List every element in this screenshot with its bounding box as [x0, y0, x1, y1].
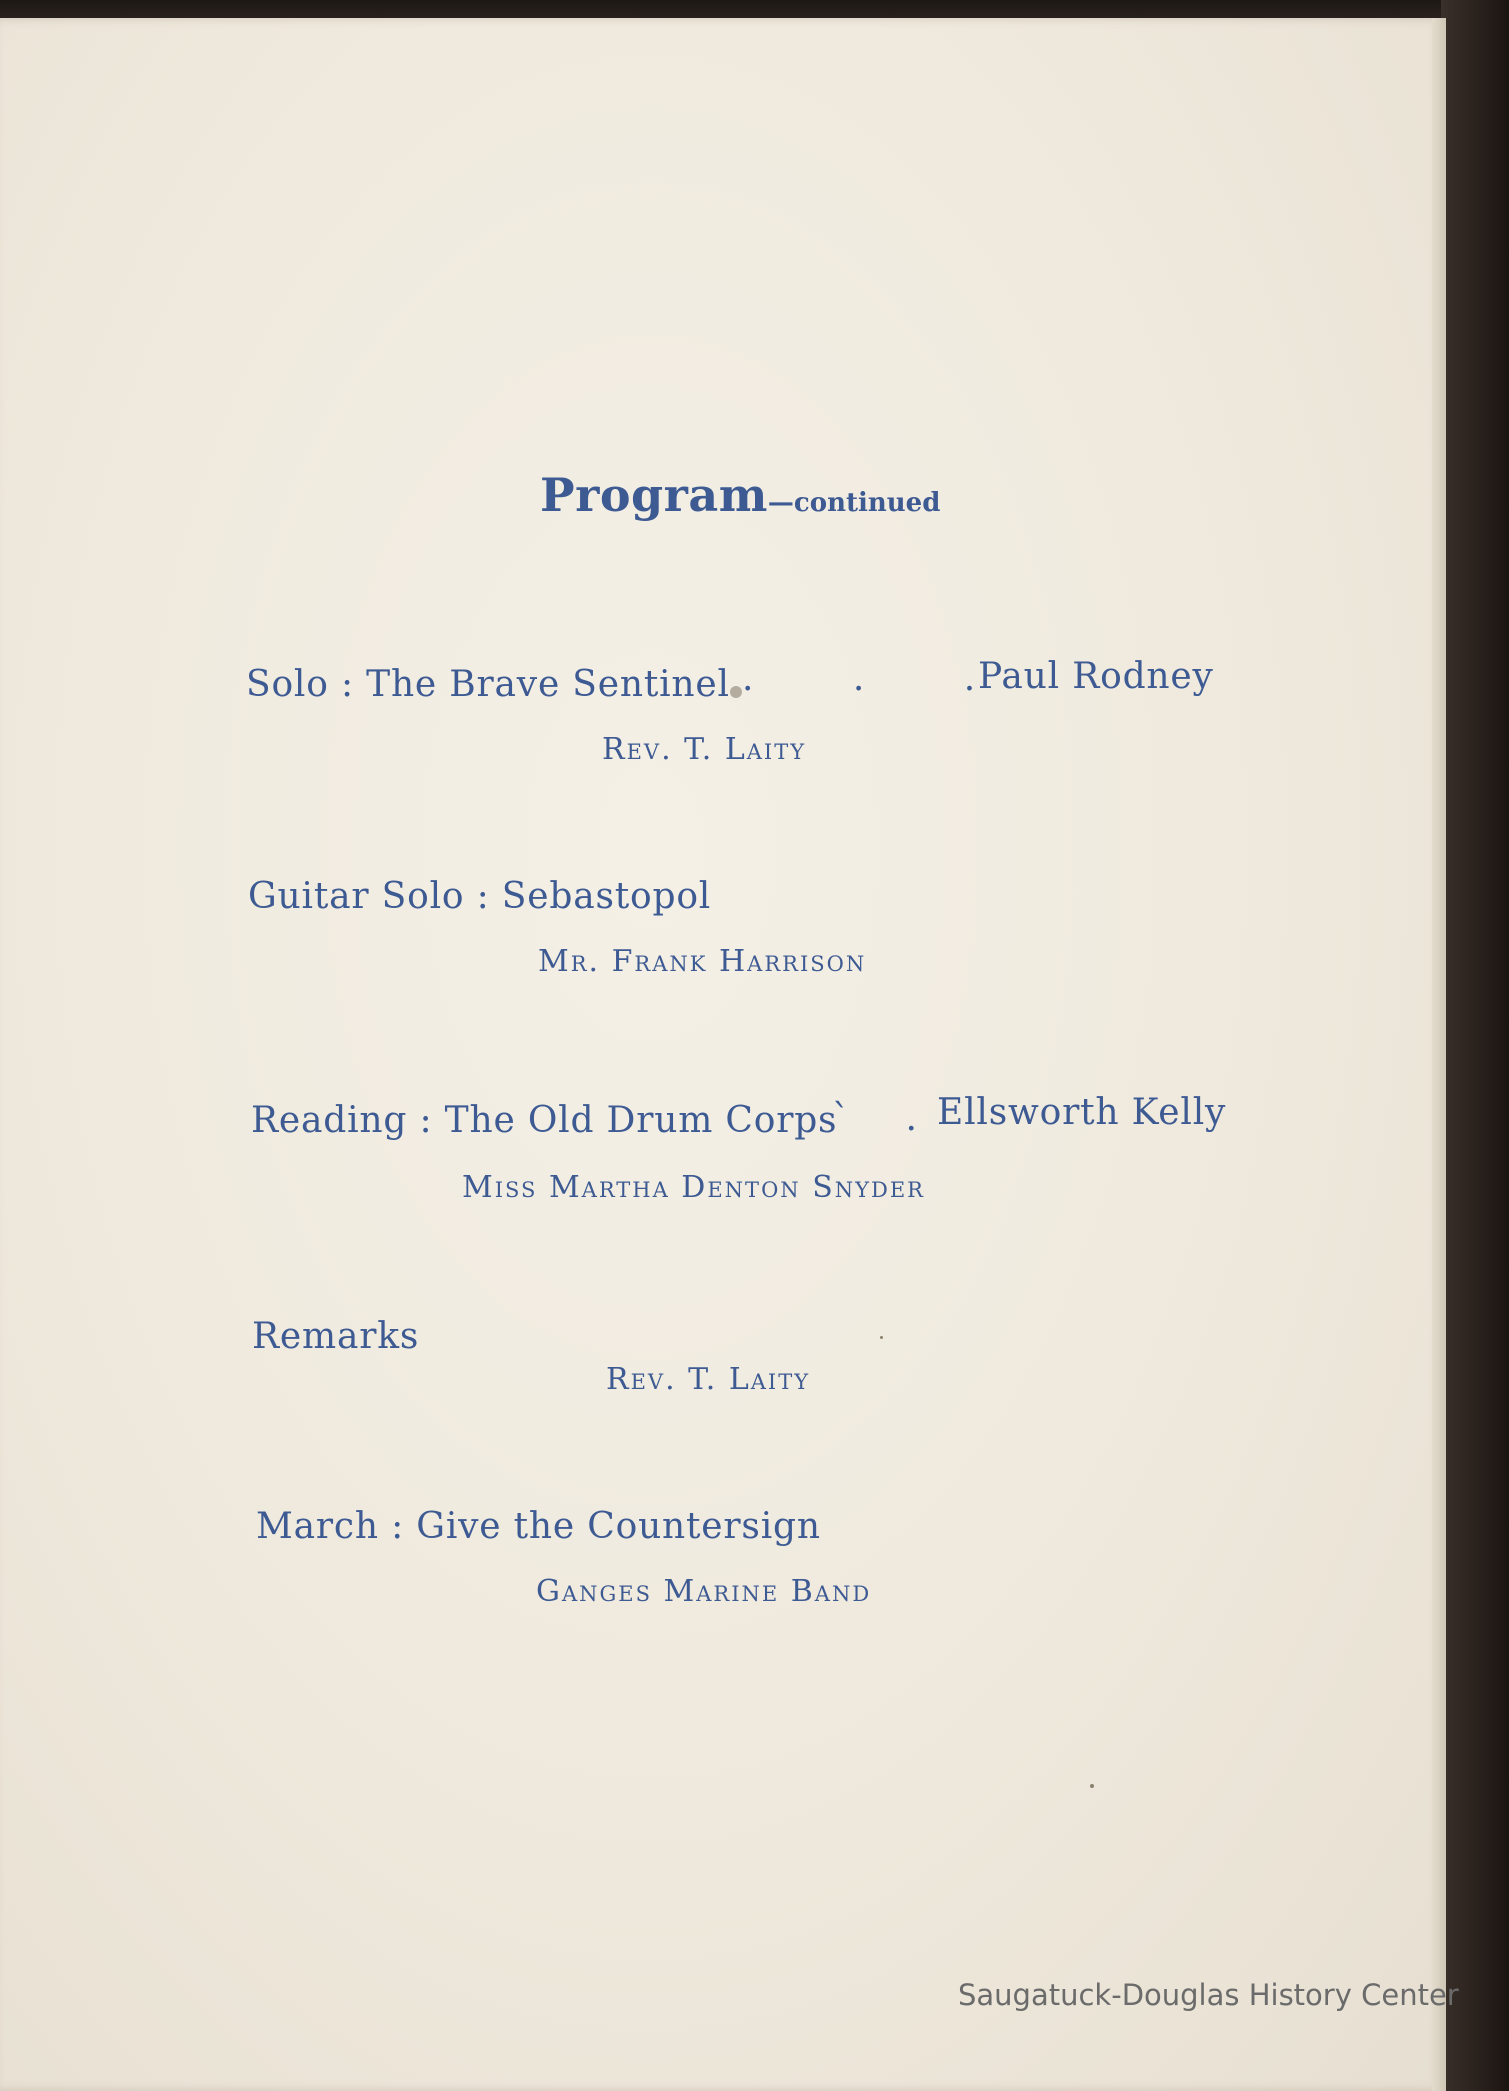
- program-item-piece: March : Give the Countersign: [256, 1506, 821, 1547]
- program-item-piece: Solo : The Brave Sentinel: [246, 664, 730, 705]
- program-item-leaders: . . .: [742, 658, 1020, 699]
- program-item-performer: Rev. T. Laity: [606, 1362, 811, 1397]
- heading-title: Program: [540, 468, 768, 522]
- page-heading: [540, 468, 940, 522]
- paper-speck: [1090, 1784, 1094, 1788]
- archive-watermark: Saugatuck-Douglas History Center: [958, 1978, 1459, 2012]
- program-item-performer: Ganges Marine Band: [536, 1574, 872, 1609]
- program-item-composer: Ellsworth Kelly: [937, 1092, 1227, 1133]
- program-item-leaders: ` .: [832, 1098, 939, 1139]
- program-item-composer: Paul Rodney: [978, 656, 1214, 697]
- program-item-piece: Remarks: [252, 1316, 420, 1357]
- page-edge: [1432, 18, 1446, 2091]
- program-item-performer: Miss Martha Denton Snyder: [462, 1170, 925, 1205]
- program-item-performer: Mr. Frank Harrison: [538, 944, 867, 979]
- program-item-performer: Rev. T. Laity: [602, 732, 807, 767]
- program-item-piece: Reading : The Old Drum Corps: [251, 1100, 838, 1141]
- program-page: [0, 18, 1445, 2091]
- heading-suffix: —continued: [767, 488, 941, 518]
- program-item-piece: Guitar Solo : Sebastopol: [248, 876, 712, 917]
- paper-speck: [880, 1336, 883, 1339]
- scan-background-right: [1441, 0, 1509, 2091]
- paper-speck: [730, 686, 742, 698]
